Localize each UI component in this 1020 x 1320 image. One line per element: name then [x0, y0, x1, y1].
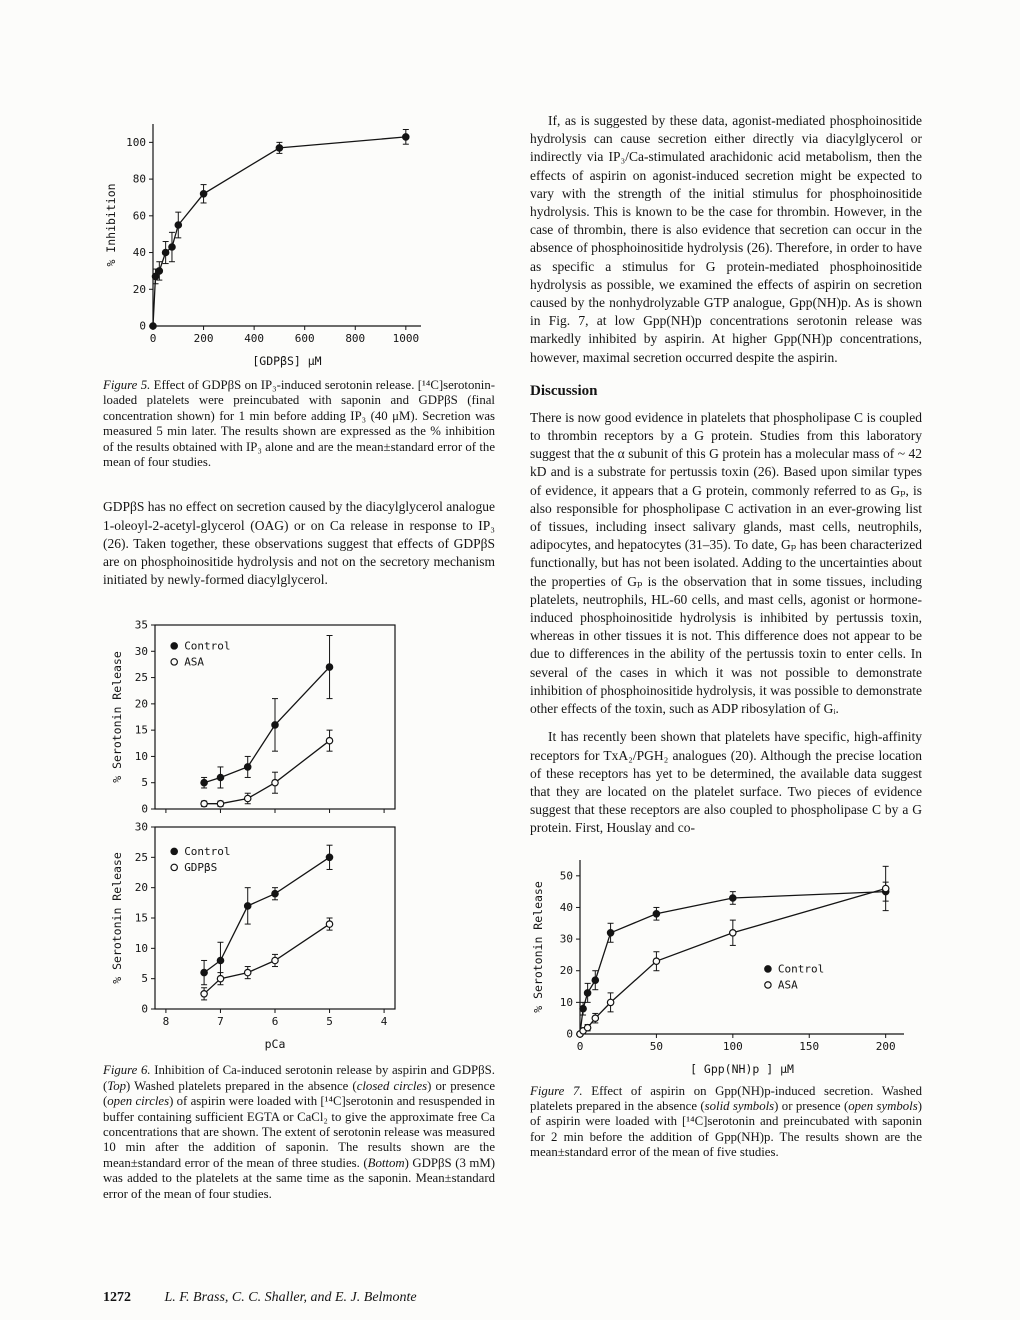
right-paragraph-2: There is now good evidence in platelets that phospholipase C is coupled to thrombin receptors by a G protein. Studies from this laboratory suggest that the α subunit of this G protein has a molecular mass of ~ 42 kD and is a substrate for pertussis toxin (26). Based upon similar types of evidence, it appears that a G protein, commonly referred to as Gₚ, is also responsible for phospholipase C activation in an ever-growing list of tissues, including insect salivary glands, mast cells, neutrophils, adipocytes, and hepatocytes (31–35). To date, Gₚ has been characterized functionally, but has not been isolated. Adding to the uncertainties about the properties of Gₚ is the observation that in some tissues, including platelets, neutrophils, HL-60 cells, and mast cells, agonist or hormone-induced phosphoinositide hydrolysis is inhibited by pertussis toxin, whereas in other tissues it is not. This difference does not appear to be due to differences in the ability of the pertussis toxin to enter cells. In several of the cases in which it was not possible to demonstrate inhibition of phosphoinositide hydrolysis, it was possible to demonstrate other effects of the toxin, such as ADP ribosylation of Gᵢ. [530, 409, 922, 717]
svg-text:25: 25 [134, 671, 148, 685]
svg-text:[ Gpp(NH)p ] μM: [ Gpp(NH)p ] μM [690, 1061, 794, 1076]
figure5-caption-text: Effect of GDPβS on IP₃-induced serotonin release. [¹⁴C]serotonin-loaded platelets were preincubated with saponin and GDPβS (final concentration shown) for 1 min before adding IP₃ (40 μM). Secretion was measured 5 min later. The results shown are expressed as the % inhibition of the results obtained with IP₃ alone and are the mean±standard error of the mean of four studies. [103, 378, 496, 470]
svg-text:GDPβS: GDPβS [184, 861, 218, 875]
svg-text:15: 15 [134, 911, 148, 925]
svg-text:0: 0 [149, 332, 157, 345]
svg-text:[GDPβS] μM: [GDPβS] μM [252, 354, 322, 368]
svg-text:0: 0 [139, 319, 146, 333]
figure-5 [103, 112, 495, 470]
svg-text:pCa: pCa [264, 1037, 286, 1052]
svg-text:20: 20 [132, 282, 146, 296]
figure7-label: Figure 7. [530, 1083, 583, 1098]
figure5-caption [103, 378, 495, 470]
svg-text:35: 35 [134, 618, 148, 632]
svg-text:6: 6 [271, 1015, 279, 1029]
svg-text:800: 800 [345, 332, 366, 345]
svg-text:5: 5 [326, 1015, 333, 1029]
figure6-caption [103, 1063, 495, 1202]
figure-7 [530, 848, 922, 1161]
right-paragraph-1: If, as is suggested by these data, agonist-mediated phosphoinositide hydrolysis can cause secretion either directly via diacylglycerol or indirectly via IP₃/Ca-stimulated arachidonic acid metabolism, then the effects of aspirin on agonist-induced secretion might be expected to vary with the strength of the initial stimulus for phosphoinositide hydrolysis. This is known to be the case for thrombin. However, in the case of thrombin, there is also evidence that secretion can occur in the absence of phosphoinositide hydrolysis (26). Therefore, in order to have as specific a stimulus for G protein-mediated phosphoinositide hydrolysis as possible, we examined the effects of aspirin on secretion caused by the nonhydrolyzable GTP analogue, Gpp(NH)p. As is shown in Fig. 7, at low Gpp(NH)p concentrations serotonin release was markedly inhibited by aspirin. At higher Gpp(NH)p concentrations, however, maximal secretion occurred despite the aspirin. [530, 113, 922, 365]
right-paragraph-3: It has recently been shown that platelets have specific, high-affinity receptors for TxA₂/PGH₂ analogues (20). Although the precise location of these receptors has yet to be determined, the available data suggest that they are located on the platelet surface. Two pieces of evidence suggest that these receptors are also coupled to phospholipase C by a G protein. First, Houslay and co- [530, 729, 922, 836]
svg-text:100: 100 [126, 135, 146, 149]
svg-text:20: 20 [134, 697, 148, 711]
svg-text:600: 600 [294, 332, 315, 345]
svg-text:30: 30 [134, 645, 148, 659]
svg-text:0: 0 [566, 1027, 573, 1041]
svg-text:10: 10 [559, 995, 573, 1009]
svg-text:ASA: ASA [777, 977, 798, 991]
svg-text:40: 40 [559, 900, 573, 914]
svg-text:15: 15 [134, 724, 148, 738]
figure5-chart [103, 112, 439, 370]
svg-text:30: 30 [134, 821, 148, 834]
svg-text:10: 10 [134, 942, 148, 956]
svg-text:7: 7 [217, 1015, 224, 1029]
svg-text:Control: Control [184, 845, 231, 859]
running-authors: L. F. Brass, C. C. Shaller, and E. J. Belmonte [164, 1290, 417, 1305]
svg-text:50: 50 [649, 1039, 664, 1053]
svg-text:ASA: ASA [184, 655, 205, 669]
svg-text:80: 80 [132, 172, 146, 186]
figure6-bottom-chart [109, 821, 409, 1053]
svg-text:Control: Control [184, 639, 231, 653]
figure7-caption [530, 1084, 922, 1161]
svg-text:1000: 1000 [392, 332, 420, 345]
svg-text:30: 30 [559, 932, 573, 946]
svg-text:5: 5 [141, 972, 148, 986]
discussion-heading: Discussion [530, 382, 598, 399]
svg-text:0: 0 [576, 1039, 584, 1053]
svg-text:150: 150 [799, 1039, 820, 1053]
svg-text:0: 0 [141, 802, 148, 816]
svg-text:% Serotonin Release: % Serotonin Release [110, 852, 124, 985]
figure7-chart [530, 848, 922, 1078]
figure6-top-chart [109, 615, 409, 821]
figure7-caption-text: Effect of aspirin on Gpp(NH)p-induced secretion. Washed platelets prepared in the absence (solid symbols) or presence (open symbols) of aspirin were loaded with [¹⁴C]serotonin and preincubated with saponin for 2 min before the addition of Gpp(NH)p. The results shown are the mean±standard error of the mean of five studies. [530, 1083, 923, 1160]
svg-text:0: 0 [141, 1002, 148, 1016]
svg-text:% Serotonin Release: % Serotonin Release [531, 880, 545, 1013]
figure6-label: Figure 6. [103, 1063, 151, 1078]
svg-text:% Serotonin Release: % Serotonin Release [110, 651, 124, 784]
svg-text:100: 100 [722, 1039, 743, 1053]
svg-text:20: 20 [134, 881, 148, 895]
svg-text:60: 60 [132, 209, 146, 223]
figure-6 [103, 615, 495, 1202]
svg-text:% Inhibition: % Inhibition [104, 183, 118, 267]
svg-text:10: 10 [134, 750, 148, 764]
page-number: 1272 [103, 1290, 131, 1305]
svg-text:200: 200 [193, 332, 214, 345]
figure5-label: Figure 5. [103, 378, 151, 392]
right-column [530, 112, 922, 1161]
svg-text:8: 8 [162, 1015, 170, 1029]
svg-text:40: 40 [132, 246, 146, 260]
svg-text:400: 400 [244, 332, 265, 345]
page-footer [103, 1290, 417, 1306]
svg-text:50: 50 [559, 868, 573, 882]
figure6-caption-text: Inhibition of Ca-induced serotonin release by aspirin and GDPβS. (Top) Washed platelets prepared in the absence (closed circles) or presence (open circles) of aspirin were loaded with [¹⁴C]serotonin and resuspended in buffer containing sufficient EGTA or CaCl₂ to give the approximate free Ca concentrations that are shown. The extent of serotonin release was measured 10 min after the addition of saponin. The results shown are the mean±standard error of the mean of three studies. (Bottom) GDPβS (3 mM) was added to the platelets at the same time as the saponin. Mean±standard error of the mean of four studies. [103, 1063, 496, 1201]
svg-text:200: 200 [875, 1039, 896, 1053]
svg-text:5: 5 [141, 776, 148, 790]
svg-text:4: 4 [380, 1015, 388, 1029]
svg-text:Control: Control [777, 961, 825, 975]
left-body-paragraph: GDPβS has no effect on secretion caused by the diacylglycerol analogue 1-oleoyl-2-acetyl-glycerol (OAG) or on Ca release in response to IP₃ (26). Taken together, these observations suggest that effects of GDPβS are on phosphoinositide hydrolysis and not on the secretory mechanism initiated by newly-formed diacylglycerol. [103, 499, 495, 588]
left-column [103, 112, 495, 1202]
svg-text:25: 25 [134, 851, 148, 865]
svg-text:20: 20 [559, 963, 573, 977]
